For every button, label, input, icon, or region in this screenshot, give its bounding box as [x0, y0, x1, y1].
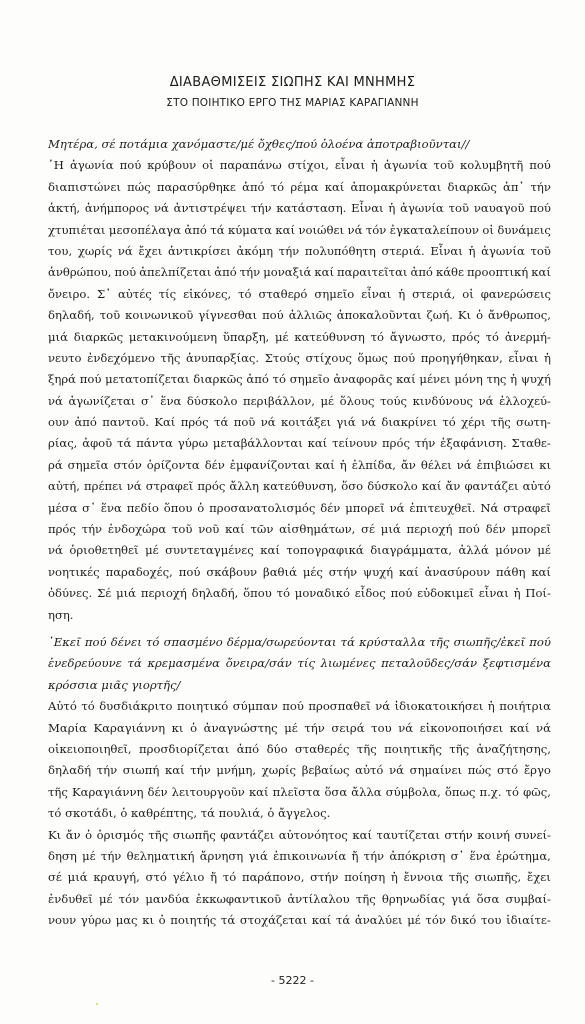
text-line: νοητικές παραδοχές, πού σκάβουν βαθιά μές στήν ψυχή καί ἀνασύρουν πάθη καί [48, 564, 551, 579]
page-number: - 5222 - [271, 974, 314, 987]
text-line: ὀδύνες. Σέ μιά περιοχή δηλαδή, ὅπου τό μοναδικό εἶδος πού εὐδοκιμεῖ εἶναι ἡ Ποί- [48, 586, 551, 601]
article-subtitle: ΣΤΟ ΠΟΙΗΤΙΚΟ ΕΡΓΟ ΤΗΣ ΜΑΡΙΑΣ ΚΑΡΑΓΙΑΝΝΗ [166, 97, 419, 109]
paper-speck [96, 1003, 98, 1005]
text-line: νουν γύρω μας κι ὁ ποιητής τά στοχάζεται καί τά ἀναλύει μέ τόν δικό του ἰδιαίτε- [48, 913, 551, 928]
text-line: μιά διαρκῶς μετακινούμενη ὕπαρξη, μέ κατεύθυνση τό ἄγνωστο, πρός τό ἀνερμή- [48, 329, 551, 344]
text-line: ηση. [48, 607, 74, 622]
text-line: οἰκειοποιηθεῖ, προσδιορίζεται ἀπό δύο σταθερές τῆς ποιητικῆς τῆς ἀναζήτησης, [48, 741, 551, 756]
article-title: ΔΙΑΒΑΘΜΙΣΕΙΣ ΣΙΩΠΗΣ ΚΑΙ ΜΝΗΜΗΣ [169, 75, 416, 90]
text-line: ἐνεδρεύουνε τά κρεμασμένα ὄνειρα/σάν τίς λιωμένες πεταλοῦδες/σάν ξεφτισμένα [48, 656, 551, 671]
text-line: κρόσσια μιᾶς γιορτῆς/ [48, 677, 181, 692]
text-line: ξηρά πού μετατοπίζεται διαρκῶς ἀπό τό σημεῖο ἀναφορᾶς καί μένει μόνη της ἡ ψυχή [48, 372, 551, 387]
text-line: νά ἀγωνίζεται σ᾿ ἕνα δύσκολο περιβάλλον, μέ ὅλους τούς κινδύνους νά ἐλλοχεύ- [48, 393, 551, 408]
text-line: σέ μιά κραυγή, στό γέλιο ἤ τό παράπονο, στήν ποίηση ἡ ἔννοια τῆς σιωπῆς, ἔχει [48, 870, 551, 885]
text-line: ἐνδυθεῖ μέ τόν μανδύα ἐκκωφαντικοῦ ἀντίλαλου τῆς θρηνωδίας γιά ὅσα συμβαί- [48, 891, 551, 906]
text-line: ἀκτή, ἀνήμπορος νά ἀντιστρέψει τήν κατάσταση. Εἶναι ἡ ἀγωνία τοῦ ναυαγοῦ πού [48, 201, 551, 216]
text-line: Μαρία Καραγιάννη κι ὁ ἀναγνώστης μέ τήν σειρά του νά εἰκονοποιήσει καί νά [48, 720, 551, 735]
text-line: Κι ἄν ὁ ὁρισμός τῆς σιωπῆς φαντάζει αὐτονόητος καί ταυτίζεται στήν κοινή συνεί- [48, 827, 551, 842]
text-line: νευτο ἐνδεχόμενο τῆς ἀνυπαρξίας. Στούς στίχους ὅμως πού προηγήθηκαν, εἶναι ἡ [48, 350, 551, 365]
text-line: ἀνθρώπου, πού ἀπελπίζεται ἀπό τήν μοναξιά καί παραιτεῖται ἀπό κάθε προοπτική καί [48, 265, 551, 280]
text-line: του, χωρίς νά ἔχει ἀντικρίσει ἀκόμη τήν πολυπόθητη στεριά. Εἶναι ἡ ἀγωνία τοῦ [48, 243, 551, 258]
text-line: νά ὁριοθετηθεῖ μέ συντεταγμένες καί τοπογραφικά διαγράμματα, ἀλλά μόνον μέ [48, 543, 551, 558]
text-line: ὄνειρο. Σ᾿ αὐτές τίς εἰκόνες, τό σταθερό σημεῖο εἶναι ἡ στεριά, οἱ φανερώσεις [48, 286, 551, 301]
text-line: ῾Εκεῖ πού δένει τό σπασμένο δέρμα/σωρεύονται τά κρύσταλλα τῆς σιωπῆς/ἐκεῖ πού [48, 635, 551, 649]
text-line: ρίας, ἀφοῦ τά πάντα γύρω μεταβάλλονται καί τείνουν πρός τήν ἐξαφάνιση. Σταθε- [48, 436, 551, 451]
text-line: αὐτή, πρέπει νά στραφεῖ πρός ἄλλη κατεύθυνση, ὅσο δύσκολο καί ἄν φαντάζει αὐτό [48, 479, 551, 494]
text-line: δηλαδή τήν σιωπή καί τήν μνήμη, χωρίς βεβαίως αὐτό νά σημαίνει πώς στό ἔργο [48, 763, 551, 778]
article-header [0, 74, 585, 111]
text-line: μέσα σ᾿ ἕνα πεδίο ὅπου ὁ προσανατολισμός δέν μπορεῖ νά ἐπιτευχθεῖ. Νά στραφεῖ [48, 500, 551, 515]
text-line: ουν ἀπό παντοῦ. Καί πρός τά ποῦ νά κοιτάξει γιά νά διακρίνει τό χέρι τῆς σωτη- [48, 415, 551, 430]
text-line: τό σκοτάδι, ὁ καθρέπτης, τά πουλιά, ὁ ἄγγελος. [48, 806, 331, 821]
text-line: διαπιστώνει πώς παρασύρθηκε ἀπό τό ρέμα καί ἀπομακρύνεται διαρκῶς ἀπ᾿ τήν [48, 179, 551, 194]
text-line: τῆς Καραγιάννη δέν λειτουργοῦν καί πλεῖστα ὅσα ἄλλα σύμβολα, ὅπως π.χ. τό φῶς, [48, 784, 551, 799]
text-line: πρός τήν ἐνδοχώρα τοῦ νοῦ καί τῶν αἰσθημάτων, σέ μιά περιοχή πού δέν μπορεῖ [48, 522, 551, 537]
text-line: ρά σημεῖα στόν ὁρίζοντα δέν ἐμφανίζονται καί ἡ ἐλπίδα, ἄν θέλει νά ἐπιβιώσει κι [48, 457, 551, 472]
text-line: δηση μέ τήν θεληματική ἄρνηση γιά ἐπικοινωνία ἤ τήν ἀπόκριση σ᾿ ἕνα ἐρώτημα, [48, 848, 551, 863]
text-line: ῾Η ἀγωνία πού κρύβουν οἱ παραπάνω στίχοι, εἶναι ἡ ἀγωνία τοῦ κολυμβητῆ πού [48, 158, 551, 173]
text-line: Αὐτό τό δυσδιάκριτο ποιητικό σύμπαν πού προσπαθεῖ νά ἰδιοκατοικήσει ἡ ποιήτρια [48, 699, 551, 714]
text-line: χτυπιέται μεσοπέλαγα ἀπό τά κύματα καί νοιώθει νά τόν ἐγκαταλείπουν οἱ δυνάμεις [48, 222, 551, 237]
body-text-block-2 [48, 632, 551, 931]
body-text-block-1 [48, 134, 551, 626]
text-line: Μητέρα, σέ ποτάμια χανόμαστε/μέ ὄχθες/πού ὁλοένα ἀποτραβιοῦνται// [48, 137, 470, 151]
text-line: δηλαδή, τοῦ κοινωνικοῦ γίγνεσθαι πού ἀλλιῶς ἀποκαλοῦνται ζωή. Κι ὁ ἄνθρωπος, [48, 308, 551, 323]
